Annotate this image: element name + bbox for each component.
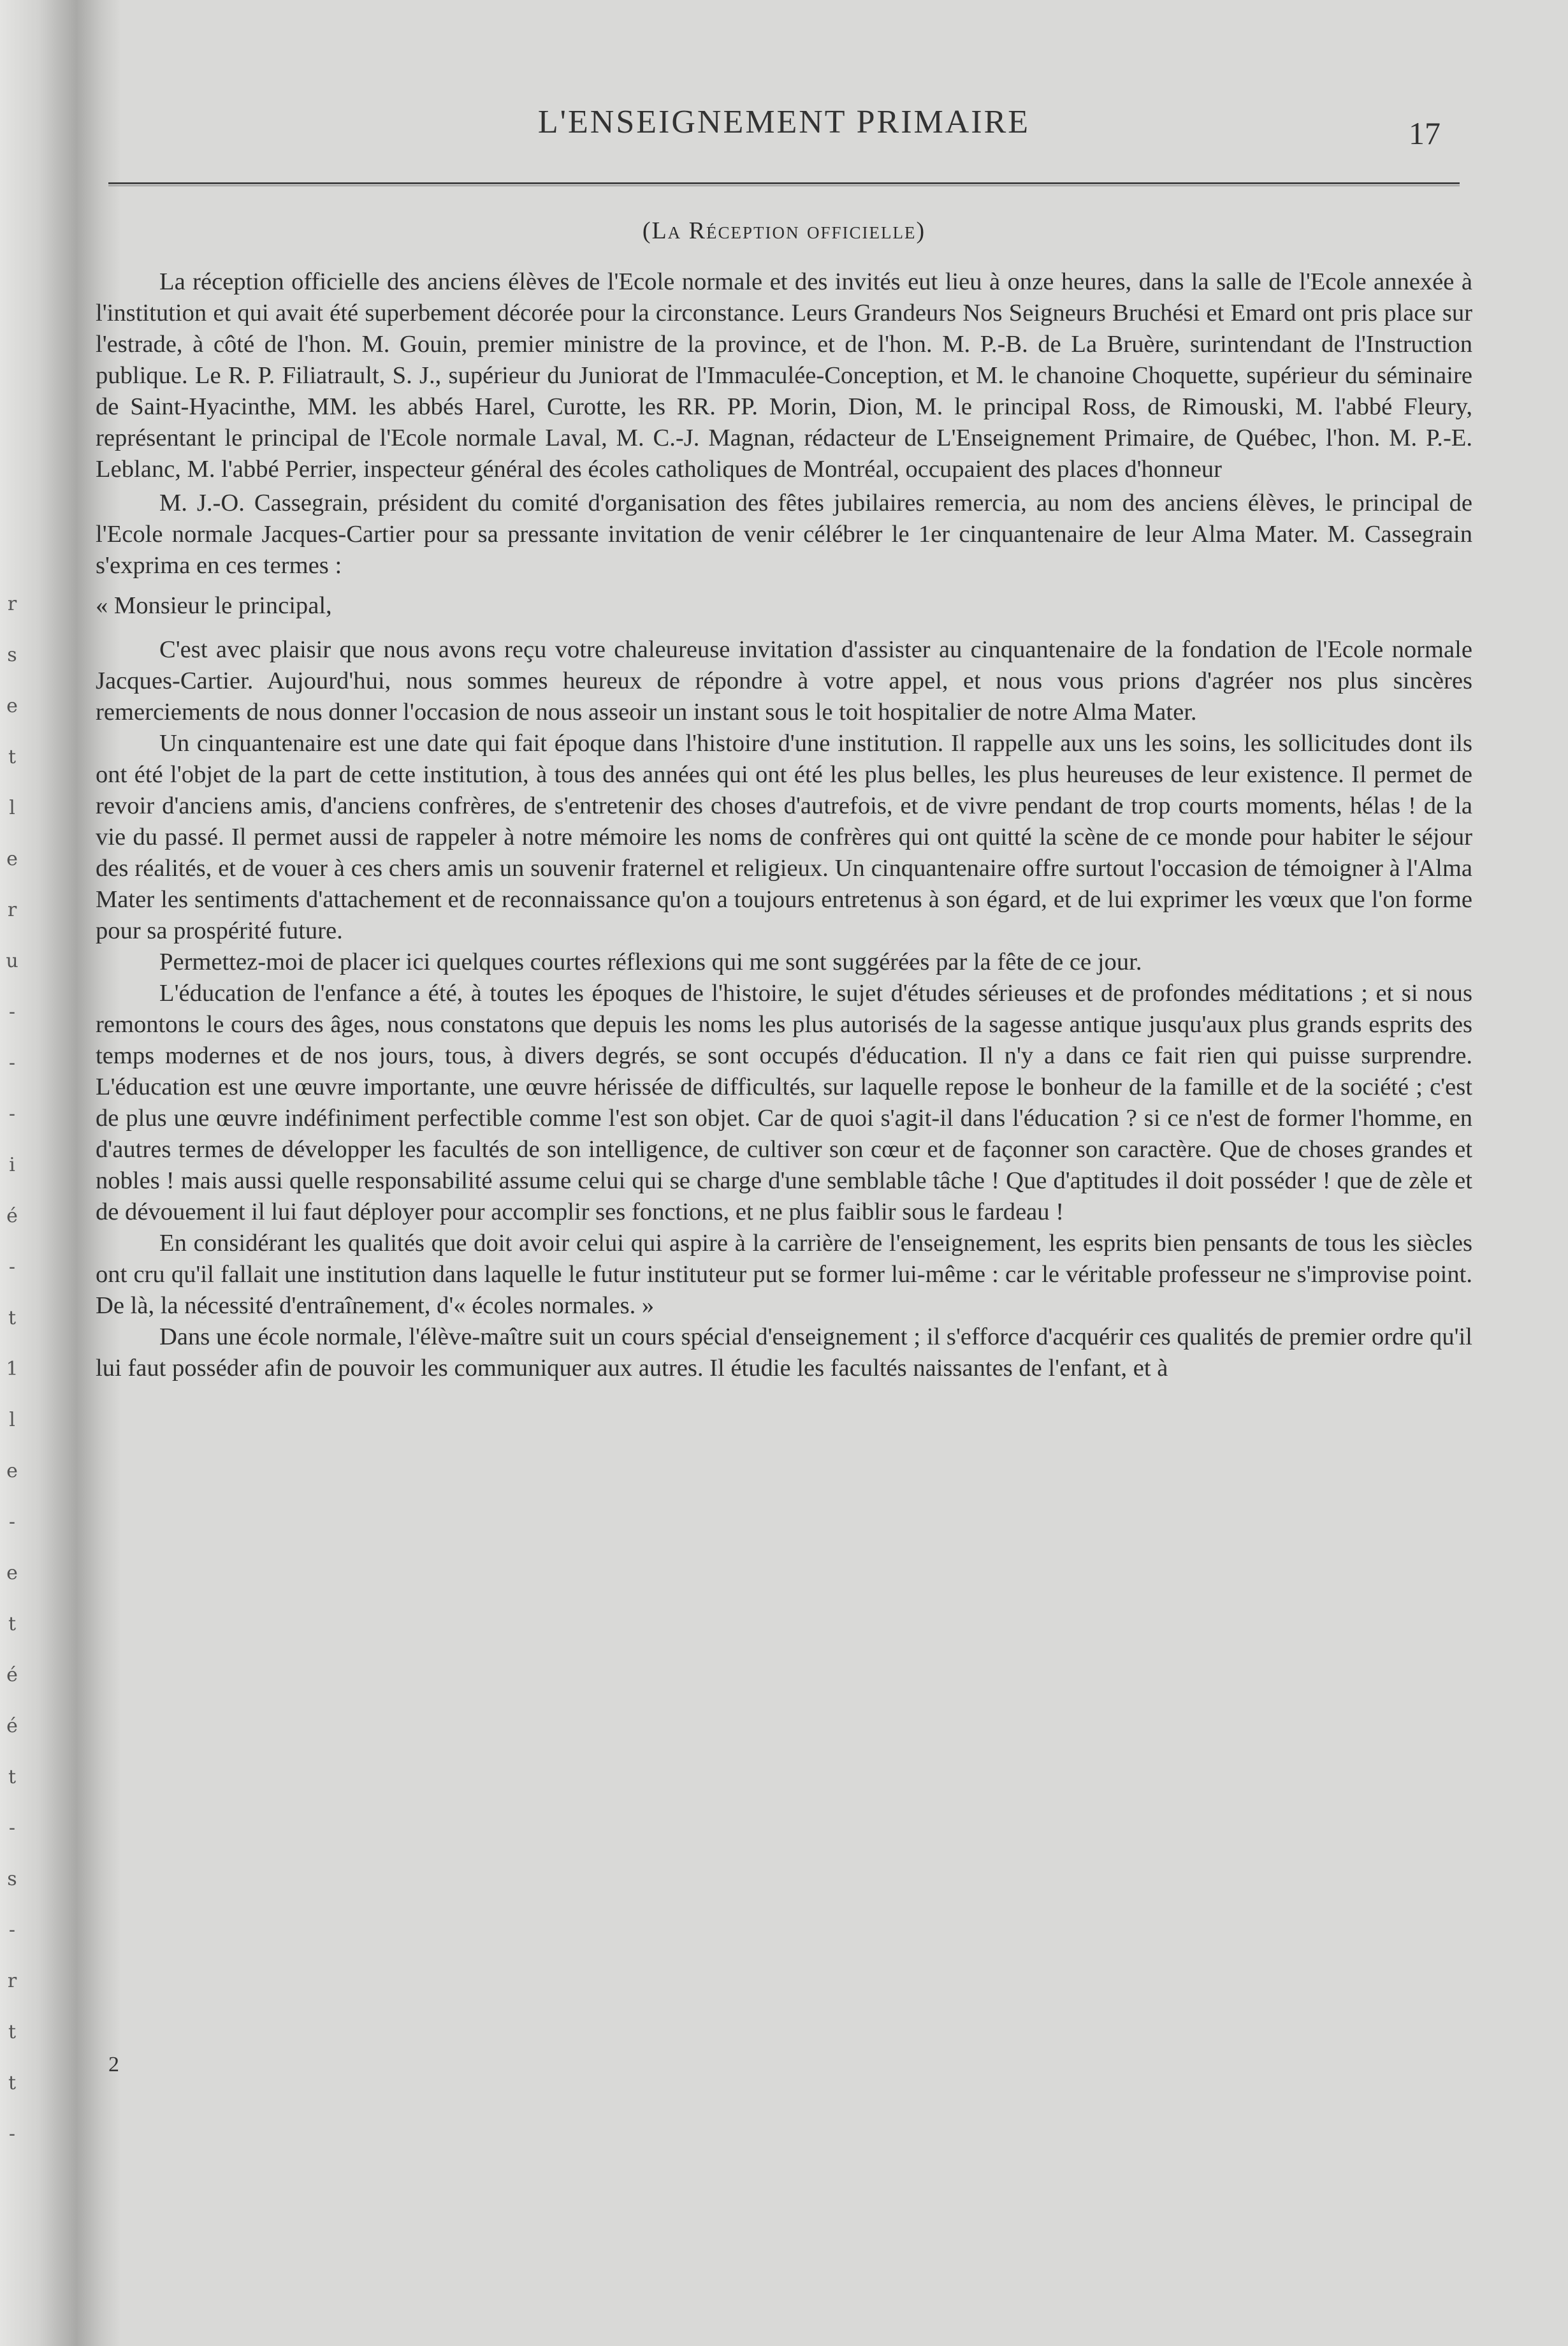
margin-fragment: - xyxy=(8,1256,16,1278)
margin-fragment: t xyxy=(8,1307,17,1329)
margin-fragment: r xyxy=(7,1970,17,1992)
margin-fragment: t xyxy=(8,1766,17,1788)
paragraph: En considérant les qualités que doit avoir celui qui aspire à la carrière de l'enseignement, les esprits bien pensants de tous les siècles ont cru qu'il fallait une institution dans laquelle le futur instituteur put se former lui-même : car le véritable professeur ne s'improvise point. De là, la nécessité d'entraînement, d'« écoles normales. » xyxy=(96,1230,1472,1319)
margin-fragment: s xyxy=(7,1868,17,1890)
margin-fragment: - xyxy=(8,1001,16,1023)
margin-fragment: e xyxy=(6,695,18,717)
header-rule xyxy=(108,182,1460,186)
paragraph: Permettez-moi de placer ici quelques courtes réflexions qui me sont suggérées par la fête de ce jour. xyxy=(159,949,1142,975)
paragraph: Dans une école normale, l'élève-maître suit un cours spécial d'enseignement ; il s'efforce d'acquérir ces qualités de premier ordre qu'il lui faut posséder afin de pouvoir les communiquer aux autres. Il étudie les facultés naissantes de l'enfant, et à xyxy=(96,1323,1472,1381)
margin-fragment: é xyxy=(6,1715,18,1737)
signature-mark: 2 xyxy=(108,2053,119,2076)
running-title: L'ENSEIGNEMENT PRIMAIRE xyxy=(537,104,1031,140)
margin-fragment: t xyxy=(8,2072,17,2094)
margin-fragment: u xyxy=(6,950,18,972)
margin-fragment: e xyxy=(6,1460,18,1482)
margin-fragment: - xyxy=(8,1919,16,1941)
margin-fragment: é xyxy=(6,1205,18,1227)
margin-fragment: - xyxy=(8,1103,16,1125)
margin-fragment: - xyxy=(8,1511,16,1533)
section-heading: (La Réception officielle) xyxy=(642,217,926,244)
article-body xyxy=(96,266,1472,1384)
paragraph: La réception officielle des anciens élèves de l'Ecole normale et des invités eut lieu à onze heures, dans la salle de l'Ecole annexée à l'institution et qui avait été superbement décorée pour la circonstance. Leurs Grandeurs Nos Seigneurs Bruchési et Emard ont pris place sur l'estrade, à côté de l'hon. M. Gouin, premier ministre de la province, et de l'hon. M. P.-B. de La Bruère, surintendant de l'Instruction publique. Le R. P. Filiatrault, S. J., supérieur du Juniorat de l'Immaculée-Conception, et M. le chanoine Choquette, supérieur du séminaire de Saint-Hyacinthe, MM. les abbés Harel, Curotte, les RR. PP. Morin, Dion, M. le principal Ross, de Rimouski, M. l'abbé Fleury, représentant le principal de l'Ecole normale Laval, M. C.-J. Magnan, rédacteur de L'Enseignement Primaire, de Québec, l'hon. M. P.-E. Leblanc, M. l'abbé Perrier, inspecteur général des écoles catholiques de Montréal, occupaient des places d'honneur xyxy=(96,268,1472,483)
paragraph: M. J.-O. Cassegrain, président du comité d'organisation des fêtes jubilaires remercia, au nom des anciens élèves, le principal de l'Ecole normale Jacques-Cartier pour sa pressante invitation de venir célébrer le 1er cinquantenaire de leur Alma Mater. M. Cassegrain s'exprima en ces termes : xyxy=(96,490,1472,579)
margin-fragment: l xyxy=(9,1409,15,1431)
margin-fragment: - xyxy=(8,2123,16,2145)
margin-fragment: - xyxy=(8,1817,16,1839)
margin-fragment: t xyxy=(8,1613,17,1635)
margin-fragment: s xyxy=(7,644,17,666)
margin-fragment: t xyxy=(8,2021,17,2043)
page-number: 17 xyxy=(1409,115,1441,151)
margin-fragment: - xyxy=(8,1052,16,1074)
salutation: « Monsieur le principal, xyxy=(96,592,332,619)
paragraph: C'est avec plaisir que nous avons reçu votre chaleureuse invitation d'assister au cinquantenaire de la fondation de l'Ecole normale Jacques-Cartier. Aujourd'hui, nous sommes heureux de répondre à votre appel, et nous vous prions d'agréer nos plus sincères remerciements de nous donner l'occasion de nous asseoir un instant sous le toit hospitalier de notre Alma Mater. xyxy=(96,636,1472,725)
margin-fragment: r xyxy=(7,593,17,615)
margin-fragment: i xyxy=(9,1154,15,1176)
margin-fragment: e xyxy=(6,1562,18,1584)
paragraph: Un cinquantenaire est une date qui fait époque dans l'histoire d'une institution. Il rappelle aux uns les soins, les sollicitudes dont ils ont été l'objet de la part de cette institution, à tous des années qui ont été les plus belles, les plus heureuses de leur existence. Il permet de revoir d'anciens amis, d'anciens confrères, de s'entretenir des choses d'autrefois, et de vivre pendant de trop courts moments, hélas ! de la vie du passé. Il permet aussi de rappeler à notre mémoire les noms de confrères qui ont quitté la scène de ce monde pour habiter le séjour des réalités, et de vouer à ces chers amis un souvenir fraternel et religieux. Un cinquantenaire offre surtout l'occasion de témoigner à l'Alma Mater les sentiments d'attachement et de reconnaissance qu'on a toujours entretenus à son égard, et de lui exprimer les vœux que l'on forme pour sa prospérité future. xyxy=(96,730,1472,944)
running-head xyxy=(96,89,1472,159)
margin-fragment: é xyxy=(6,1664,18,1686)
page xyxy=(96,89,1472,1384)
margin-fragment: e xyxy=(6,848,18,870)
margin-fragment: l xyxy=(9,797,15,819)
margin-fragment: 1 xyxy=(6,1358,18,1380)
margin-fragment: r xyxy=(7,899,17,921)
margin-fragment: t xyxy=(8,746,17,768)
paragraph: L'éducation de l'enfance a été, à toutes les époques de l'histoire, le sujet d'études sérieuses et de profondes méditations ; et si nous remontons le cours des âges, nous constatons que depuis les noms les plus autorisés de la sagesse antique jusqu'aux plus grands esprits des temps modernes et de nos jours, tous, à divers degrés, se sont occupés d'éducation. Il n'y a dans ce fait rien qui puisse surprendre. L'éducation est une œuvre importante, une œuvre hérissée de difficultés, sur laquelle repose le bonheur de la famille et de la société ; c'est de plus une œuvre indéfiniment perfectible comme l'est son objet. Car de quoi s'agit-il dans l'éducation ? si ce n'est de former l'homme, en d'autres termes de développer les facultés de son intelligence, de cultiver son cœur et de façonner son caractère. Que de choses grandes et nobles ! mais aussi quelle responsabilité assume celui qui se charge d'une semblable tâche ! Que d'aptitudes il doit posséder ! que de zèle et de dévouement il lui faut déployer pour accomplir ses fonctions, et ne plus faiblir sous le fardeau ! xyxy=(96,980,1472,1225)
